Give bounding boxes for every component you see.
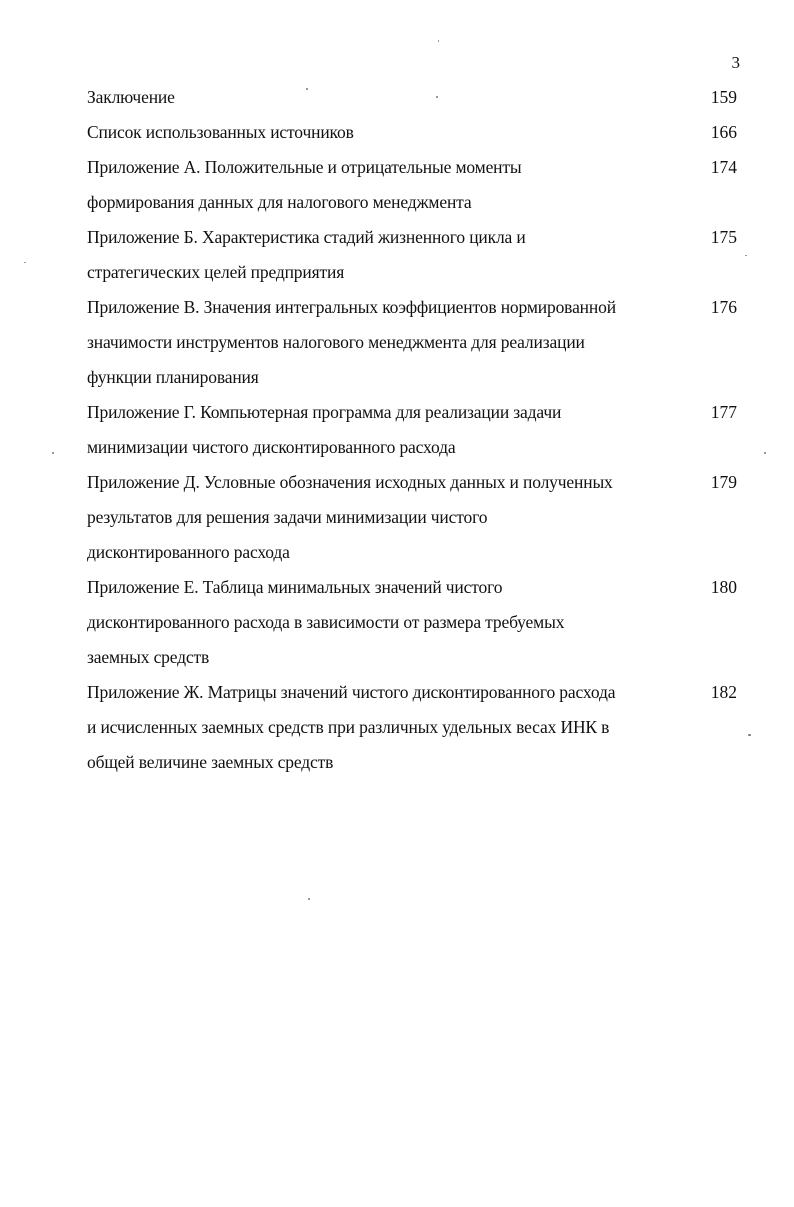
toc-entry-line: Приложение В. Значения интегральных коэффициентов нормированной xyxy=(87,297,616,317)
scan-speck xyxy=(764,452,766,454)
toc-entry-line: Приложение Б. Характеристика стадий жизненного цикла и xyxy=(87,227,526,247)
toc-entry-line: стратегических целей предприятия xyxy=(87,262,345,282)
toc-entry-appendix-e[interactable] xyxy=(87,570,737,675)
scan-speck xyxy=(748,734,751,736)
toc-entry-page: 175 xyxy=(710,227,737,247)
toc-entry-appendix-v[interactable] xyxy=(87,290,737,395)
toc-entry-appendix-b[interactable] xyxy=(87,220,737,290)
toc-entry-page: 179 xyxy=(710,472,737,492)
scan-speck xyxy=(436,96,438,98)
toc-entry-appendix-d[interactable] xyxy=(87,465,737,570)
scan-speck xyxy=(745,255,747,256)
toc-entry-page: 159 xyxy=(710,87,737,107)
toc-entry-line: заемных средств xyxy=(87,647,210,667)
toc-entry-line: значимости инструментов налогового менеджмента для реализации xyxy=(87,332,585,352)
toc-entry-line: Приложение А. Положительные и отрицательные моменты xyxy=(87,157,522,177)
toc-entry-title xyxy=(87,465,685,570)
toc-entry-page: 174 xyxy=(710,157,737,177)
toc-entry-line: функции планирования xyxy=(87,367,259,387)
table-of-contents xyxy=(87,80,737,780)
toc-entry-line: и исчисленных заемных средств при различных удельных весах ИНК в xyxy=(87,717,610,737)
toc-entry-title xyxy=(87,570,685,675)
toc-entry-conclusion[interactable] xyxy=(87,80,737,115)
toc-entry-line: Список использованных источников xyxy=(87,122,354,142)
toc-entry-line: дисконтированного расхода xyxy=(87,542,290,562)
toc-entry-line: общей величине заемных средств xyxy=(87,752,334,772)
toc-entry-references[interactable] xyxy=(87,115,737,150)
toc-entry-title xyxy=(87,150,685,220)
toc-entry-line: Приложение Г. Компьютерная программа для реализации задачи xyxy=(87,402,562,422)
toc-entry-appendix-g[interactable] xyxy=(87,395,737,465)
scan-speck xyxy=(308,898,310,900)
toc-entry-title xyxy=(87,80,685,115)
toc-entry-page: 166 xyxy=(710,122,737,142)
toc-entry-appendix-a[interactable] xyxy=(87,150,737,220)
toc-entry-page: 176 xyxy=(710,297,737,317)
scan-speck xyxy=(438,40,439,42)
toc-entry-line: Приложение Е. Таблица минимальных значений чистого xyxy=(87,577,503,597)
toc-entry-page: 182 xyxy=(710,682,737,702)
toc-entry-line: Заключение xyxy=(87,87,175,107)
scan-speck xyxy=(306,88,308,90)
toc-entry-page: 177 xyxy=(710,402,737,422)
toc-entry-appendix-zh[interactable] xyxy=(87,675,737,780)
scan-speck xyxy=(24,262,26,263)
toc-entry-title xyxy=(87,220,685,290)
toc-entry-title xyxy=(87,290,685,395)
toc-entry-page: 180 xyxy=(710,577,737,597)
toc-entry-line: Приложение Д. Условные обозначения исходных данных и полученных xyxy=(87,472,613,492)
page-number: 3 xyxy=(731,53,740,72)
toc-entry-title xyxy=(87,675,685,780)
scan-speck xyxy=(52,452,54,454)
toc-entry-line: результатов для решения задачи минимизации чистого xyxy=(87,507,488,527)
toc-entry-line: Приложение Ж. Матрицы значений чистого дисконтированного расхода xyxy=(87,682,616,702)
toc-entry-line: минимизации чистого дисконтированного расхода xyxy=(87,437,456,457)
toc-entry-line: дисконтированного расхода в зависимости от размера требуемых xyxy=(87,612,565,632)
toc-entry-line: формирования данных для налогового менеджмента xyxy=(87,192,472,212)
toc-entry-title xyxy=(87,395,685,465)
toc-entry-title xyxy=(87,115,685,150)
